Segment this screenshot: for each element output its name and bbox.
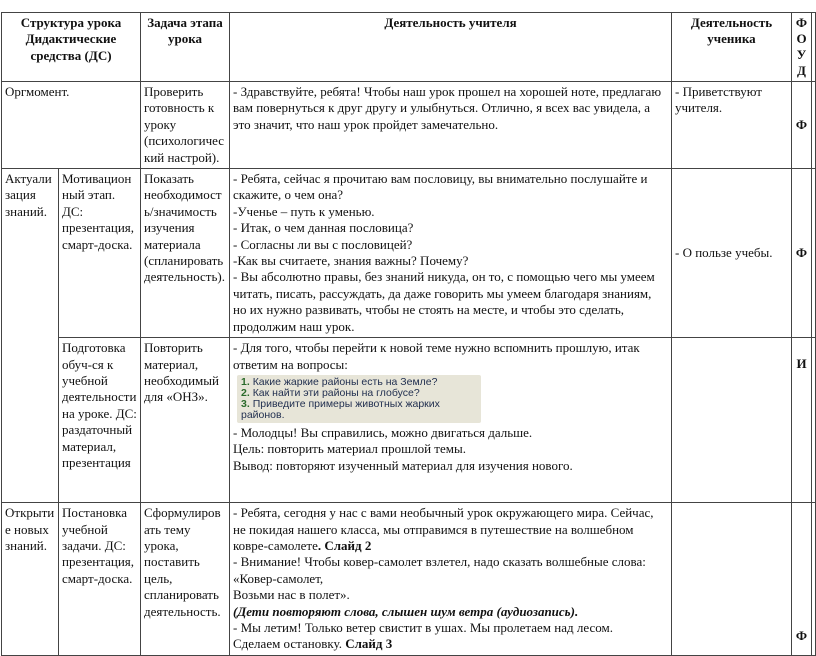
teacher-line: «Ковер-самолет, <box>233 570 324 586</box>
header-foud <box>792 13 812 82</box>
slide-label: Слайд 2 <box>324 537 372 553</box>
foud-letter: Д <box>797 63 806 78</box>
teacher-line: (Дети повторяют слова, слышен шум ветра (аудиозапись). <box>233 603 579 619</box>
edge-cell <box>812 338 816 503</box>
edge-cell <box>812 82 816 169</box>
task-cell: Показать необходимость/значимость изучения материала (спланировать деятельность). <box>141 169 230 338</box>
form-cell: Ф <box>792 82 812 169</box>
substage-cell: Постановка учебной задачи. ДС: презентация, смарт-доска. <box>59 503 141 656</box>
student-cell <box>672 338 792 503</box>
teacher-line: -Как вы считаете, знания важны? Почему? <box>233 253 469 269</box>
teacher-cell <box>230 338 672 503</box>
task-cell: Повторить материал, необходимый для «ОНЗ». <box>141 338 230 503</box>
teacher-line: Вывод: повторяют изученный материал для изучения нового. <box>233 457 573 473</box>
teacher-line: - Внимание! Чтобы ковер-самолет взлетел, надо сказать волшебные слова: <box>233 554 646 570</box>
edge-cell <box>812 169 816 338</box>
teacher-line: Цель: повторить материал прошлой темы. <box>233 441 466 457</box>
quiz-question: 2. Как найти эти районы на глобусе? <box>241 386 420 399</box>
substage-cell: Подготовка обуч-ся к учебной деятельности на уроке. ДС: раздаточный материал, презентация <box>59 338 141 503</box>
task-cell: Сформулировать тему урока, поставить цель, спланировать деятельность. <box>141 503 230 656</box>
teacher-intro: - Для того, чтобы перейти к новой теме нужно вспомнить прошлую, итак ответим на вопросы: <box>233 340 640 372</box>
teacher-cell: - Здравствуйте, ребята! Чтобы наш урок прошел на хорошей ноте, предлагаю вам повернуться к друг другу и улыбнуться. Отлично, я всех вас увидела, а это значит, что наш урок пройдет замечательно. <box>230 82 672 169</box>
teacher-line: - Ребята, сейчас я прочитаю вам пословицу, вы внимательно послушайте и скажите, о чем она? <box>233 171 648 203</box>
header-structure: Структура урока Дидактические средства (ДС) <box>2 13 141 82</box>
table-row <box>2 338 816 503</box>
quiz-image <box>237 375 481 423</box>
table-row <box>2 503 816 656</box>
task-cell: Проверить готовность к уроку (психологический настрой). <box>141 82 230 169</box>
form-cell: Ф <box>792 503 812 656</box>
header-teacher: Деятельность учителя <box>230 13 672 82</box>
teacher-line: - Итак, о чем данная пословица? <box>233 220 414 236</box>
teacher-line: - Молодцы! Вы справились, можно двигаться дальше. <box>233 424 533 440</box>
stage-cell: Оргмомент. <box>2 82 141 169</box>
teacher-cell: - Ребята, сегодня у нас с вами необычный урок окружающего мира. Сейчас, не покидая нашего класса, мы отправимся в путешествие на волшебном ковре-самолете. Слайд 2 - Внимание! Чтобы ковер-самолет взлетел, надо сказать волшебные слова: «Ковер-самолет, Возьми нас в полет». (Дети повторяют слова, слышен шум ветра (аудиозапись). - Мы летим! Только ветер свистит в ушах. Мы пролетаем над лесом. Сделаем остановку. Слайд 3 <box>230 503 672 656</box>
form-cell: И <box>792 338 812 503</box>
teacher-line: -Ученье – путь к уменью. <box>233 203 375 219</box>
teacher-line: - Мы летим! Только ветер свистит в ушах. Мы пролетаем над лесом. <box>233 619 613 635</box>
edge-cell <box>812 13 816 82</box>
teacher-line-with-slide: Сделаем остановку. Слайд 3 <box>233 636 393 652</box>
foud-letter: Ф <box>795 15 808 30</box>
quiz-question: 1. Какие жаркие районы есть на Земле? <box>241 375 438 388</box>
header-student: Деятельность ученика <box>672 13 792 82</box>
student-cell: - О пользе учебы. <box>672 169 792 338</box>
teacher-cell <box>230 169 672 338</box>
stage-cell: Открытие новых знаний. <box>2 503 59 656</box>
form-cell: Ф <box>792 169 812 338</box>
slide-label: Слайд 3 <box>345 636 393 652</box>
header-row <box>2 13 816 82</box>
substage-cell: Мотивационный этап. ДС: презентация, смарт-доска. <box>59 169 141 338</box>
teacher-line: Возьми нас в полет». <box>233 587 350 603</box>
foud-letter: У <box>796 47 807 62</box>
lesson-plan-table <box>1 12 816 656</box>
student-cell <box>672 503 792 656</box>
header-task: Задача этапа урока <box>141 13 230 82</box>
foud-letter: О <box>796 31 807 46</box>
student-cell: - Приветствуют учителя. <box>672 82 792 169</box>
teacher-line: - Вы абсолютно правы, без знаний никуда, он то, с помощью чего мы умеем читать, писать, рассуждать, да даже говорить мы умеем благодаря знаниям, но их нужно развивать, чтобы не стоять на месте, и чтобы это сделать, продолжим наш урок. <box>233 269 655 334</box>
teacher-line: - Ребята, сегодня у нас с вами необычный урок окружающего мира. Сейчас, не покидая нашего класса, мы отправимся в путешествие на волшебном ковре-самолете <box>233 505 654 553</box>
table-row <box>2 169 816 338</box>
table-row <box>2 82 816 169</box>
stage-cell: Актуализация знаний. <box>2 169 59 503</box>
edge-cell <box>812 503 816 656</box>
teacher-line: - Согласны ли вы с пословицей? <box>233 236 413 252</box>
quiz-question: 3. Приведите примеры животных жарких районов. <box>241 397 440 421</box>
